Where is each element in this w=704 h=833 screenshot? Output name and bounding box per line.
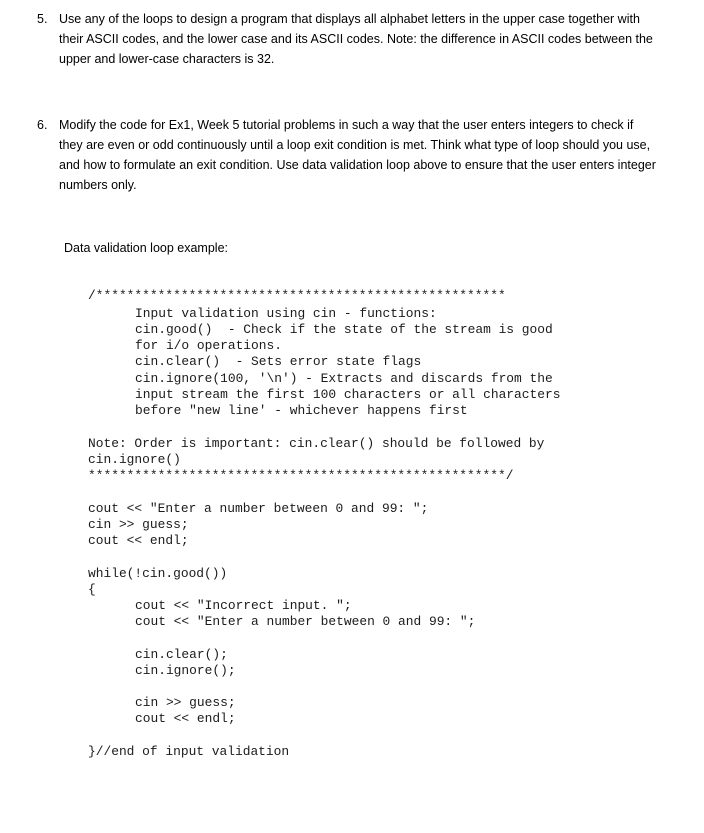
example-heading: Data validation loop example: — [64, 241, 228, 255]
code-line: cin >> guess; — [135, 695, 236, 710]
comment-line: cin.clear() - Sets error state flags — [135, 354, 422, 369]
code-line: cin >> guess; — [88, 517, 189, 532]
end-line: }//end of input validation — [88, 744, 290, 759]
comment-line: for i/o operations. — [135, 338, 282, 353]
code-line: cin.clear(); — [135, 647, 228, 662]
question-text: Modify the code for Ex1, Week 5 tutorial problems in such a way that the user enters integers to check if they are even or odd continuously until a loop exit condition is met. Think what type of loop should you use, and how to formulate an exit condition. Use data validation loop above to ensure that the user enters integer numbers only. — [59, 118, 656, 192]
code-line: cout << "Enter a number between 0 and 99: "; — [88, 501, 429, 516]
comment-line: cin.good() - Check if the state of the stream is good — [135, 322, 553, 337]
comment-close: ******************************************************/ — [88, 468, 514, 483]
question-number: 5. — [37, 12, 48, 26]
comment-line: cin.ignore(100, '\n') - Extracts and discards from the — [135, 371, 553, 386]
code-line: cout << endl; — [135, 711, 236, 726]
code-line: cin.ignore(); — [135, 663, 236, 678]
note-line: cin.ignore() — [88, 452, 181, 467]
open-brace: { — [88, 582, 96, 597]
code-line: cout << "Incorrect input. "; — [135, 598, 352, 613]
comment-line: before "new line' - whichever happens first — [135, 403, 468, 418]
question-text: Use any of the loops to design a program that displays all alphabet letters in the upper case together with their ASCII codes, and the lower case and its ASCII codes. Note: the difference in ASCII codes between the upper and lower-case characters is 32. — [59, 12, 653, 66]
code-line: cout << "Enter a number between 0 and 99: "; — [135, 614, 476, 629]
comment-line: Input validation using cin - functions: — [135, 306, 437, 321]
question-number: 6. — [37, 118, 48, 132]
while-line: while(!cin.good()) — [88, 566, 228, 581]
code-line: cout << endl; — [88, 533, 189, 548]
comment-open: /***************************************************** — [88, 288, 506, 303]
comment-line: input stream the first 100 characters or all characters — [135, 387, 561, 402]
note-line: Note: Order is important: cin.clear() should be followed by — [88, 436, 545, 451]
